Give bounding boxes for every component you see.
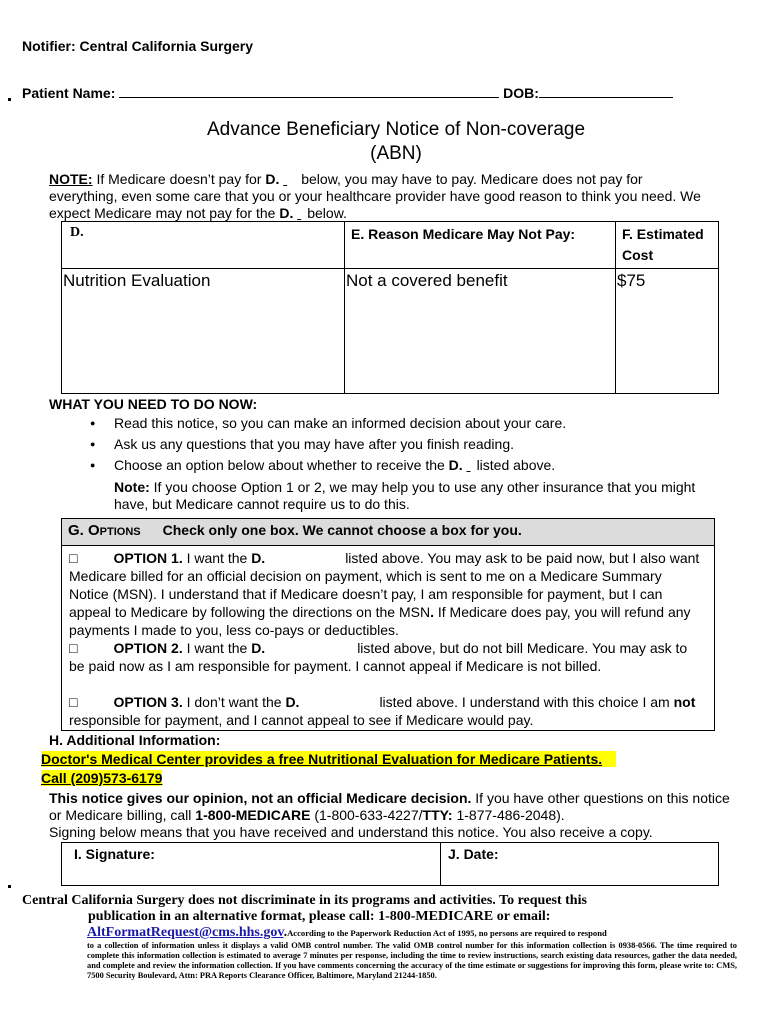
signing-paragraph: Signing below means that you have received and understand this notice. You also receive a copy. <box>49 824 653 840</box>
option-1 <box>69 549 701 639</box>
title-line2: (ABN) <box>370 143 422 164</box>
patient-name-row <box>22 83 673 101</box>
option-3-a: I don’t want the <box>182 694 286 710</box>
need-item-1: ● Read this notice, so you can make an informed decision about your care. <box>90 413 730 434</box>
option-3 <box>69 693 701 729</box>
footer-line-2: publication in an alternative format, please call: 1-800-MEDICARE or email: <box>88 909 551 924</box>
note-blank-2 <box>297 205 307 222</box>
header-f: F. Estimated Cost <box>616 222 719 269</box>
option-1-a: I want the <box>182 550 252 566</box>
items-table <box>61 221 719 394</box>
margin-dot-2 <box>8 885 11 888</box>
note-d1: D. <box>265 171 280 187</box>
need-list <box>90 413 730 476</box>
footer <box>22 893 752 925</box>
option-2-a: I want the <box>182 640 252 656</box>
note-paragraph <box>49 171 709 222</box>
note-text-3: below. <box>307 205 347 221</box>
option-2-label: OPTION 2. <box>113 640 183 656</box>
email-dot: . <box>283 925 288 940</box>
footer-line-1: Central California Surgery does not discriminate in its programs and activities. To request this <box>22 893 587 908</box>
email-link[interactable]: AltFormatRequest@cms.hhs.gov <box>87 925 284 940</box>
row-item[interactable]: Nutrition Evaluation <box>62 269 345 394</box>
option-1-b: listed above. You may ask to be paid now, but I also want Medicare billed for an official decision on payment, which is sent to me on a Medicare Summary Notice (MSN). I understand that if Medicare doesn’t pay, I am responsible for payment, but I can appeal to Medicare by following the directions on the MSN <box>69 550 700 620</box>
margin-dot <box>8 98 11 101</box>
option-2-checkbox[interactable]: □ <box>69 640 78 656</box>
option-3-label: OPTION 3. <box>113 694 183 710</box>
row-cost[interactable]: $75 <box>616 269 719 394</box>
title-line1: Advance Beneficiary Notice of Non-coverage <box>206 119 586 140</box>
opinion-paragraph <box>49 790 739 824</box>
tty-label: TTY: <box>422 807 453 823</box>
need-item-3-d: D. <box>448 457 463 473</box>
note-text-2: below, you may have to pay. Medicare does not pay for everything, even some care that you or your healthcare provider have good reason to think you need. We expect Medicare may not pay for the <box>49 171 701 221</box>
notifier-line: Notifier: Central California Surgery <box>22 38 254 54</box>
fine-print-first: According to the Paperwork Reduction Act of 1995, no persons are required to respond <box>287 928 607 938</box>
options-word: Options <box>88 522 141 539</box>
date-field[interactable] <box>442 863 716 884</box>
need-item-3-a: Choose an option below about whether to receive the <box>114 457 449 473</box>
dob-label: DOB: <box>503 85 539 101</box>
fine-print-rest: to a collection of information unless it displays a valid OMB control number. The valid OMB control number for this information collection is 0938-0566. The time required to complete this information collection is estimated to average 7 minutes per response, including the time to review instructions, search existing data resources, gather the data needed, and complete and review the information collection. If you have comments concerning the accuracy of the time estimate or suggestions for improving this form, please write to: CMS, 7500 Security Boulevard, Attn: PRA Reports Clearance Officer, Baltimore, Maryland 21244-1850. <box>87 941 737 980</box>
option-1-dot: . <box>430 604 434 620</box>
options-header-text <box>68 522 522 539</box>
option-3-d: D. <box>285 694 300 710</box>
patient-name-label: Patient Name: <box>22 85 116 101</box>
header-d: D. <box>62 222 345 269</box>
option-2 <box>69 639 701 675</box>
date-label: J. Date: <box>448 846 499 862</box>
opinion-bold: This notice gives our opinion, not an official Medicare decision. <box>49 790 472 806</box>
option-1-d: D. <box>251 550 266 566</box>
note-label: NOTE: <box>49 171 93 187</box>
note-blank-1 <box>283 171 301 188</box>
signature-table <box>61 842 719 886</box>
need-note-label: Note: <box>114 479 150 495</box>
medicare-phone: 1-800-MEDICARE <box>195 807 311 823</box>
page-title <box>0 118 770 166</box>
patient-name-field[interactable] <box>119 83 499 98</box>
additional-info <box>41 750 701 788</box>
option-2-d: D. <box>251 640 266 656</box>
dob-field[interactable] <box>539 83 673 98</box>
options-g: G. <box>68 522 89 539</box>
need-heading: WHAT YOU NEED TO DO NOW: <box>49 396 258 412</box>
option-3-b: listed above. I understand with this choice I am <box>379 694 674 710</box>
note-text-1: If Medicare doesn’t pay for <box>92 171 266 187</box>
need-note-text: If you choose Option 1 or 2, we may help you to use any other insurance that you might have, but Medicare cannot require us to do this. <box>114 479 696 512</box>
options-header <box>61 518 715 546</box>
opinion-rest: If you have other questions on this notice or Medicare billing, call <box>49 790 730 823</box>
signature-label: I. Signature: <box>74 846 155 862</box>
additional-heading: H. Additional Information: <box>49 732 221 748</box>
need-item-2: ● Ask us any questions that you may have after you finish reading. <box>90 434 730 455</box>
signature-field[interactable] <box>63 863 439 884</box>
opinion-end: 1-877-486-2048). <box>452 807 565 823</box>
option-3-c: responsible for payment, and I cannot appeal to see if Medicare would pay. <box>69 712 534 728</box>
row-reason[interactable]: Not a covered benefit <box>345 269 616 394</box>
need-item-3 <box>90 455 730 476</box>
medicare-phone-2: (1-800-633-4227/ <box>310 807 423 823</box>
note-d2: D. <box>279 205 294 221</box>
option-3-not: not <box>673 694 696 710</box>
additional-line-2: Call (209)573-6179 <box>41 770 163 786</box>
option-1-label: OPTION 1. <box>113 550 183 566</box>
need-item-3-blank <box>467 455 477 476</box>
options-instruction: Check only one box. We cannot choose a box for you. <box>162 522 522 538</box>
need-item-3-b: listed above. <box>476 457 556 473</box>
footer-fine-print <box>87 925 737 981</box>
option-3-checkbox[interactable]: □ <box>69 694 78 710</box>
header-e: E. Reason Medicare May Not Pay: <box>345 222 616 269</box>
option-1-checkbox[interactable]: □ <box>69 550 78 566</box>
additional-line-1: Doctor's Medical Center provides a free Nutritional Evaluation for Medicare Patients. <box>41 751 616 767</box>
need-note <box>114 479 704 513</box>
option-2-b: listed above, but do not bill Medicare. You may ask to be paid now as I am responsible for payment. I cannot appeal if Medicare is not billed. <box>69 640 688 674</box>
option-1-c: If Medicare does pay, you will refund any payments I made to you, less co-pays or deductibles. <box>69 604 691 638</box>
